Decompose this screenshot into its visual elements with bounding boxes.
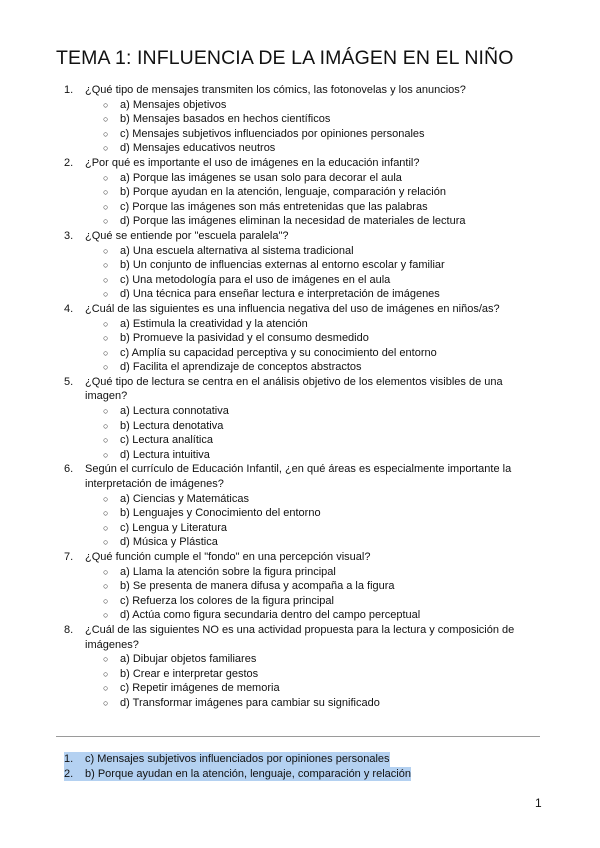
circle-bullet-icon: ○ [103, 654, 109, 665]
circle-bullet-icon: ○ [103, 128, 109, 139]
circle-bullet-icon: ○ [103, 362, 109, 373]
question-number: 2. [64, 156, 74, 169]
section-divider [56, 736, 540, 737]
option-8a [64, 652, 534, 667]
option-5b [64, 419, 534, 434]
question-number: 6. [64, 463, 74, 476]
option-text: c) Amplía su capacidad perceptiva y su conocimiento del entorno [120, 346, 437, 359]
highlighted-answer [64, 752, 390, 767]
option-text: c) Lectura analítica [120, 434, 213, 447]
option-text: d) Actúa como figura secundaria dentro del campo perceptual [120, 609, 421, 622]
question-number: 5. [64, 375, 74, 388]
option-2a [64, 171, 534, 186]
option-text: a) Lectura connotativa [120, 405, 229, 418]
question-text: ¿Qué tipo de mensajes transmiten los cómics, las fotonovelas y los anuncios? [85, 84, 466, 96]
option-text: a) Una escuela alternativa al sistema tradicional [120, 244, 354, 257]
highlighted-answer [64, 767, 411, 782]
option-text: b) Promueve la pasividad y el consumo desmedido [120, 332, 369, 345]
option-text: c) Mensajes subjetivos influenciados por opiniones personales [120, 127, 425, 140]
option-text: b) Lenguajes y Conocimiento del entorno [120, 507, 321, 520]
option-1c [64, 127, 534, 142]
circle-bullet-icon: ○ [103, 143, 109, 154]
circle-bullet-icon: ○ [103, 114, 109, 125]
option-6d [64, 535, 534, 550]
option-4d [64, 360, 534, 375]
answer-text: c) Mensajes subjetivos influenciados por opiniones personales [85, 753, 390, 765]
circle-bullet-icon: ○ [103, 522, 109, 533]
circle-bullet-icon: ○ [103, 245, 109, 256]
question-text: ¿Cuál de las siguientes NO es una actividad propuesta para la lectura y composición de imágenes? [85, 623, 515, 651]
circle-bullet-icon: ○ [103, 216, 109, 227]
question-number: 4. [64, 302, 74, 315]
circle-bullet-icon: ○ [103, 537, 109, 548]
circle-bullet-icon: ○ [103, 566, 109, 577]
question-3 [64, 229, 534, 244]
option-text: a) Porque las imágenes se usan solo para decorar el aula [120, 171, 402, 184]
circle-bullet-icon: ○ [103, 187, 109, 198]
circle-bullet-icon: ○ [103, 610, 109, 621]
question-list [64, 83, 534, 711]
option-3c [64, 273, 534, 288]
answer-text: b) Porque ayudan en la atención, lenguaje, comparación y relación [85, 767, 411, 780]
option-text: c) Porque las imágenes son más entretenidas que las palabras [120, 200, 428, 213]
circle-bullet-icon: ○ [103, 289, 109, 300]
option-1a [64, 98, 534, 113]
option-2d [64, 214, 534, 229]
question-number: 7. [64, 551, 74, 563]
circle-bullet-icon: ○ [103, 668, 109, 679]
option-text: b) Crear e interpretar gestos [120, 667, 259, 680]
option-text: b) Mensajes basados en hechos científicos [120, 113, 331, 126]
answer-number: 1. [64, 753, 74, 765]
option-4c [64, 346, 534, 361]
circle-bullet-icon: ○ [103, 99, 109, 110]
question-6 [64, 462, 534, 491]
option-3a [64, 244, 534, 259]
option-text: c) Una metodología para el uso de imágenes en el aula [120, 273, 391, 286]
option-text: b) Porque ayudan en la atención, lenguaje, comparación y relación [120, 186, 446, 199]
option-8b [64, 667, 534, 682]
option-text: c) Repetir imágenes de memoria [120, 682, 280, 695]
option-text: a) Llama la atención sobre la figura principal [120, 565, 336, 578]
circle-bullet-icon: ○ [103, 493, 109, 504]
circle-bullet-icon: ○ [103, 581, 109, 592]
option-6c [64, 521, 534, 536]
option-text: a) Dibujar objetos familiares [120, 653, 257, 666]
circle-bullet-icon: ○ [103, 347, 109, 358]
option-8d [64, 696, 534, 711]
option-text: b) Un conjunto de influencias externas al entorno escolar y familiar [120, 259, 445, 272]
question-7 [64, 550, 534, 565]
option-text: b) Lectura denotativa [120, 419, 224, 432]
option-text: a) Mensajes objetivos [120, 98, 227, 111]
option-3d [64, 287, 534, 302]
option-1b [64, 112, 534, 127]
option-3b [64, 258, 534, 273]
circle-bullet-icon: ○ [103, 406, 109, 417]
answer-1 [64, 752, 411, 767]
question-8 [64, 623, 534, 652]
option-text: b) Se presenta de manera difusa y acompaña a la figura [120, 580, 395, 593]
option-5a [64, 404, 534, 419]
page-number: 1 [535, 796, 542, 810]
circle-bullet-icon: ○ [103, 595, 109, 606]
circle-bullet-icon: ○ [103, 683, 109, 694]
circle-bullet-icon: ○ [103, 449, 109, 460]
circle-bullet-icon: ○ [103, 420, 109, 431]
option-2b [64, 185, 534, 200]
circle-bullet-icon: ○ [103, 172, 109, 183]
option-1d [64, 141, 534, 156]
option-4b [64, 331, 534, 346]
question-text: ¿Por qué es importante el uso de imágenes en la educación infantil? [85, 156, 420, 169]
circle-bullet-icon: ○ [103, 274, 109, 285]
question-number: 1. [64, 84, 74, 96]
option-5d [64, 448, 534, 463]
question-text: ¿Cuál de las siguientes es una influencia negativa del uso de imágenes en niños/as? [85, 302, 500, 315]
option-text: a) Estimula la creatividad y la atención [120, 317, 308, 330]
option-7c [64, 594, 534, 609]
question-number: 8. [64, 623, 74, 636]
question-2 [64, 156, 534, 171]
option-text: c) Lengua y Literatura [120, 521, 228, 534]
option-6a [64, 492, 534, 507]
circle-bullet-icon: ○ [103, 508, 109, 519]
answer-number: 2. [64, 767, 74, 780]
option-7b [64, 579, 534, 594]
option-7d [64, 608, 534, 623]
question-number: 3. [64, 229, 74, 242]
option-text: a) Ciencias y Matemáticas [120, 492, 249, 505]
question-1 [64, 83, 534, 98]
circle-bullet-icon: ○ [103, 435, 109, 446]
option-8c [64, 681, 534, 696]
question-text: ¿Qué tipo de lectura se centra en el análisis objetivo de los elementos visibles de una imagen? [85, 375, 503, 403]
circle-bullet-icon: ○ [103, 318, 109, 329]
option-text: d) Mensajes educativos neutros [120, 142, 276, 155]
circle-bullet-icon: ○ [103, 333, 109, 344]
option-6b [64, 506, 534, 521]
option-text: d) Porque las imágenes eliminan la necesidad de materiales de lectura [120, 215, 466, 228]
option-5c [64, 433, 534, 448]
circle-bullet-icon: ○ [103, 201, 109, 212]
page-title: TEMA 1: INFLUENCIA DE LA IMÁGEN EN EL NIÑO [56, 47, 514, 69]
option-text: d) Facilita el aprendizaje de conceptos abstractos [120, 361, 362, 374]
option-2c [64, 200, 534, 215]
option-4a [64, 317, 534, 332]
question-5 [64, 375, 534, 404]
option-text: d) Una técnica para enseñar lectura e interpretación de imágenes [120, 288, 440, 301]
option-text: d) Lectura intuitiva [120, 448, 210, 461]
option-text: c) Refuerza los colores de la figura principal [120, 594, 334, 607]
circle-bullet-icon: ○ [103, 260, 109, 271]
circle-bullet-icon: ○ [103, 697, 109, 708]
option-text: d) Transformar imágenes para cambiar su significado [120, 696, 380, 709]
option-7a [64, 565, 534, 580]
answer-key [64, 752, 411, 781]
answer-2 [64, 767, 411, 782]
option-text: d) Música y Plástica [120, 536, 218, 549]
question-text: ¿Qué se entiende por "escuela paralela"? [85, 229, 289, 242]
question-4 [64, 302, 534, 317]
question-text: Según el currículo de Educación Infantil, ¿en qué áreas es especialmente importante la interpretación de imágenes? [85, 463, 512, 491]
question-text: ¿Qué función cumple el "fondo" en una percepción visual? [85, 551, 371, 563]
